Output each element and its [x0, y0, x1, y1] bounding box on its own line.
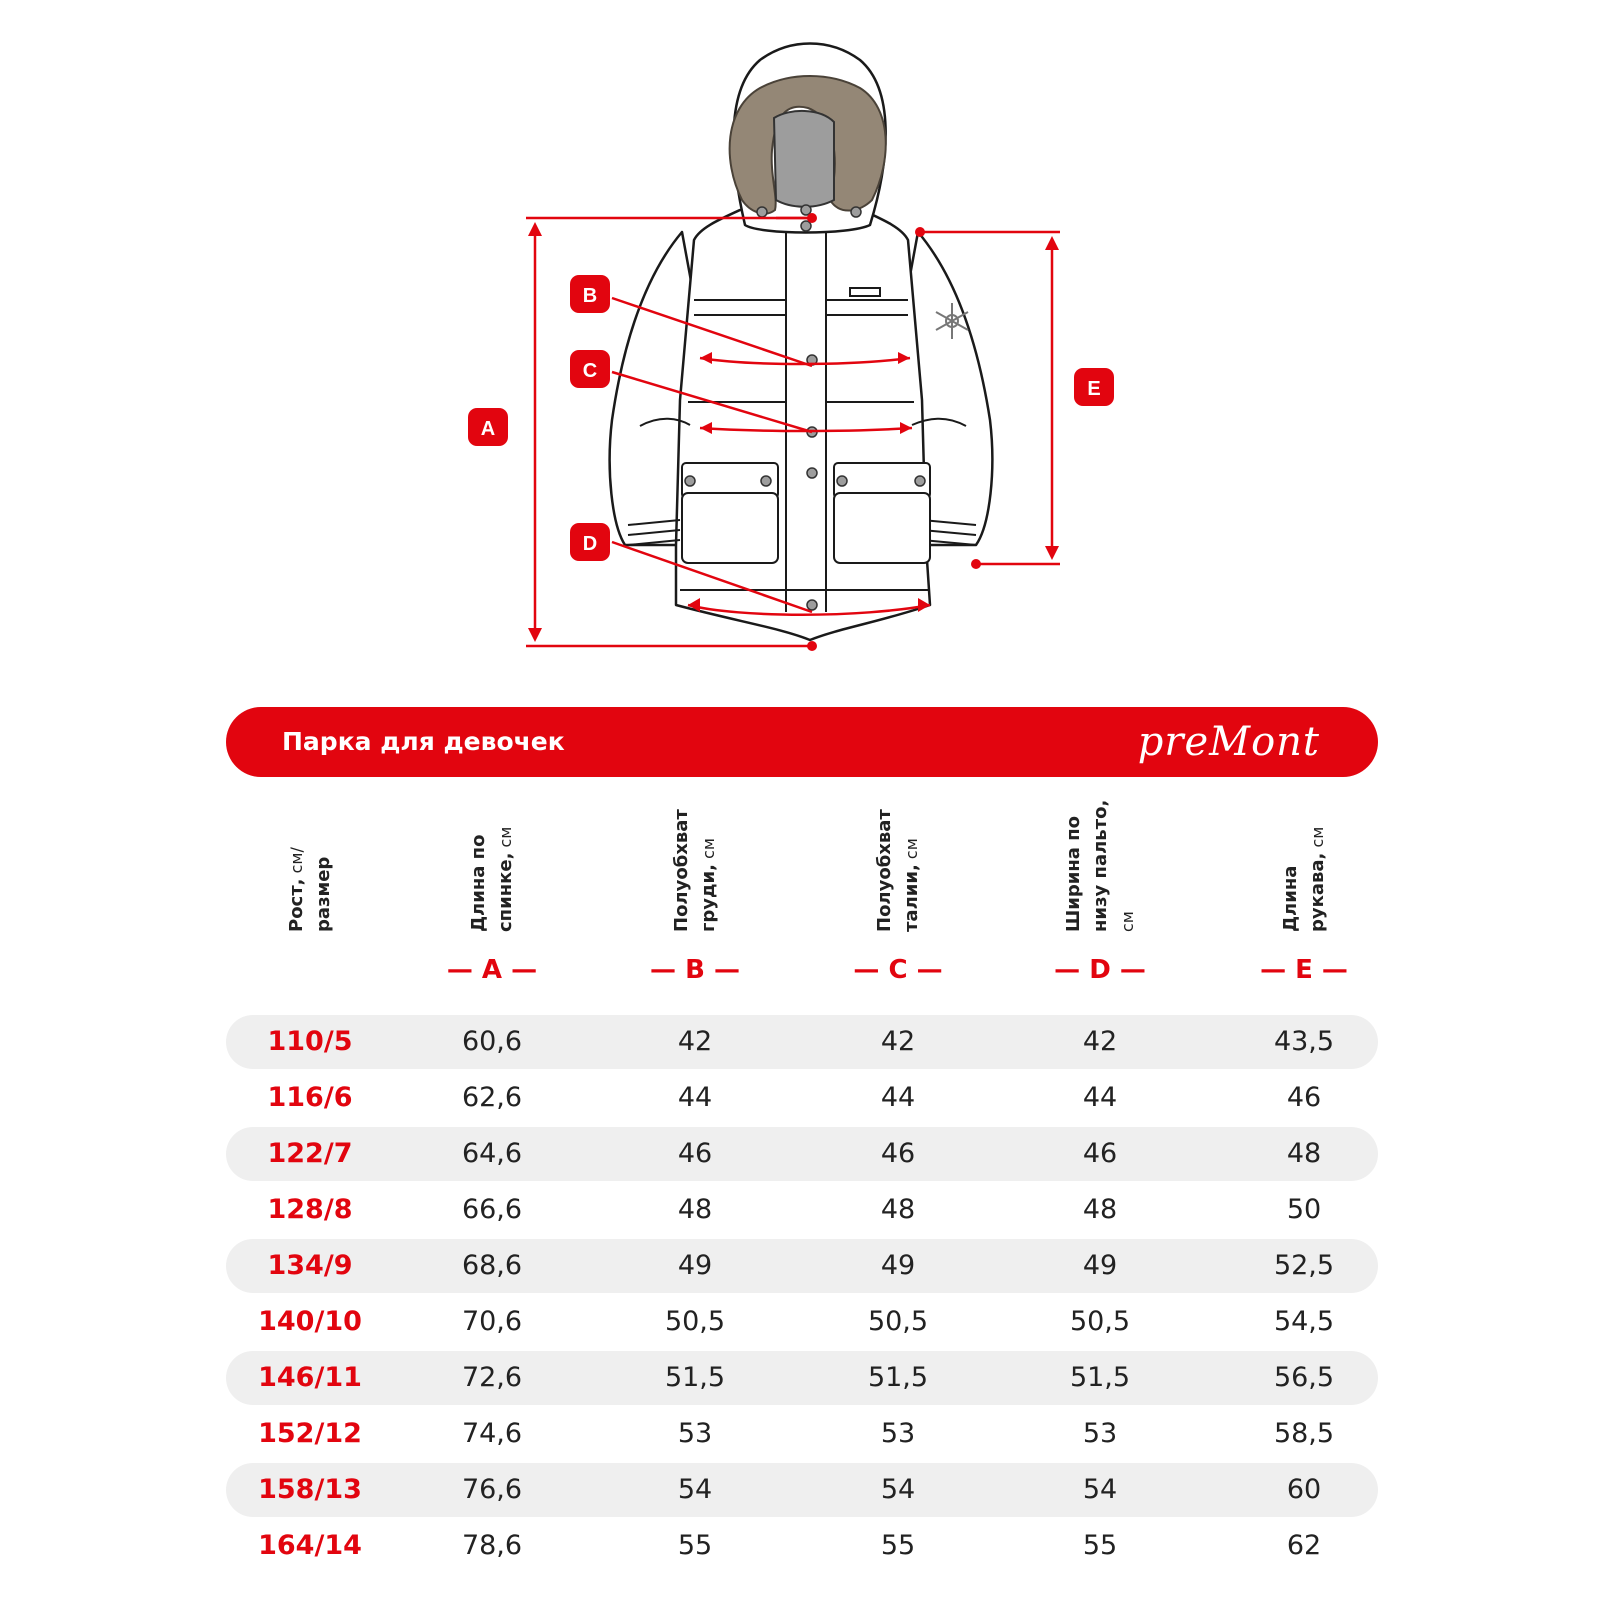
measurement-cell: 51,5	[867, 1362, 929, 1393]
measurement-cell: 50,5	[867, 1306, 929, 1337]
measurement-cell: 42	[1082, 1026, 1118, 1057]
measurement-cell: 50,5	[664, 1306, 726, 1337]
measurement-cell: 42	[677, 1026, 713, 1057]
measurement-cell: 55	[677, 1530, 713, 1561]
svg-text:D: D	[582, 533, 598, 555]
measurement-cell: 53	[677, 1418, 713, 1449]
badge-e	[1074, 368, 1114, 406]
measurement-cell: 56,5	[1273, 1362, 1335, 1393]
measurement-cell: 48	[880, 1194, 916, 1225]
badge-d	[570, 523, 610, 561]
column-header-5	[1204, 800, 1404, 940]
size-cell: 164/14	[258, 1530, 362, 1561]
measurement-cell: 49	[1082, 1250, 1118, 1281]
measurement-cell: 55	[1082, 1530, 1118, 1561]
title-banner	[226, 707, 1378, 777]
svg-text:C: C	[582, 360, 598, 382]
table-row	[226, 1127, 1378, 1181]
column-header-text: Длина по спинке, см	[468, 826, 516, 932]
brand-logo: preMont	[1137, 719, 1320, 765]
measurement-cell: 70,6	[461, 1306, 523, 1337]
column-header-2	[595, 800, 795, 940]
table-row	[226, 1519, 1378, 1573]
measurement-cell: 66,6	[461, 1194, 523, 1225]
size-cell: 116/6	[267, 1082, 353, 1113]
measurement-cell: 46	[880, 1138, 916, 1169]
column-header-3	[798, 800, 998, 940]
table-row	[226, 1071, 1378, 1125]
measurement-cell: 54	[880, 1474, 916, 1505]
badge-a	[468, 408, 508, 446]
measurement-cell: 51,5	[664, 1362, 726, 1393]
product-title: Парка для девочек	[282, 727, 565, 756]
column-header-text: Полуобхват груди, см	[671, 809, 719, 932]
measurement-cell: 78,6	[461, 1530, 523, 1561]
measurement-cell: 52,5	[1273, 1250, 1335, 1281]
size-cell: 146/11	[258, 1362, 362, 1393]
measurement-cell: 42	[880, 1026, 916, 1057]
column-letter: — B —	[650, 955, 740, 985]
measurement-cell: 74,6	[461, 1418, 523, 1449]
measurement-cell: 44	[880, 1082, 916, 1113]
table-row	[226, 1295, 1378, 1349]
column-letter: — C —	[853, 955, 943, 985]
column-header-text: Рост, см/ размер	[286, 847, 334, 932]
svg-text:E: E	[1087, 378, 1101, 400]
measurement-cell: 62,6	[461, 1082, 523, 1113]
size-cell: 110/5	[267, 1026, 353, 1057]
measurement-cell: 44	[1082, 1082, 1118, 1113]
measurement-cell: 43,5	[1273, 1026, 1335, 1057]
measurement-cell: 50	[1286, 1194, 1322, 1225]
column-letter: — D —	[1054, 955, 1146, 985]
measurement-cell: 62	[1286, 1530, 1322, 1561]
column-header-0	[210, 800, 410, 940]
measurement-cell: 46	[1082, 1138, 1118, 1169]
measurement-cell: 48	[1286, 1138, 1322, 1169]
measurement-cell: 68,6	[461, 1250, 523, 1281]
column-letter: — E —	[1260, 955, 1348, 985]
column-header-text: Длина рукава, см	[1280, 826, 1328, 932]
measurement-cell: 54,5	[1273, 1306, 1335, 1337]
column-header-4	[1000, 800, 1200, 940]
measurement-cell: 72,6	[461, 1362, 523, 1393]
size-cell: 134/9	[267, 1250, 353, 1281]
measurement-cell: 44	[677, 1082, 713, 1113]
measurement-cell: 46	[1286, 1082, 1322, 1113]
measurement-cell: 64,6	[461, 1138, 523, 1169]
size-cell: 140/10	[258, 1306, 362, 1337]
measurement-cell: 48	[1082, 1194, 1118, 1225]
measurement-cell: 51,5	[1069, 1362, 1131, 1393]
parka-measurement-diagram	[0, 0, 1600, 680]
measurement-cell: 60	[1286, 1474, 1322, 1505]
measurement-cell: 54	[1082, 1474, 1118, 1505]
column-letter: — A —	[446, 955, 538, 985]
measurement-cell: 53	[1082, 1418, 1118, 1449]
measurement-cell: 46	[677, 1138, 713, 1169]
measurement-cell: 58,5	[1273, 1418, 1335, 1449]
column-header-1	[392, 800, 592, 940]
measurement-cell: 49	[677, 1250, 713, 1281]
table-row	[226, 1239, 1378, 1293]
badge-b	[570, 275, 610, 313]
size-cell: 128/8	[267, 1194, 353, 1225]
table-row	[226, 1183, 1378, 1237]
badge-c	[570, 350, 610, 388]
measurement-cell: 60,6	[461, 1026, 523, 1057]
measurement-cell: 53	[880, 1418, 916, 1449]
svg-text:A: A	[480, 418, 496, 440]
measurement-cell: 55	[880, 1530, 916, 1561]
measurement-cell: 76,6	[461, 1474, 523, 1505]
measurement-cell: 49	[880, 1250, 916, 1281]
measurement-cell: 48	[677, 1194, 713, 1225]
table-row	[226, 1351, 1378, 1405]
table-row	[226, 1407, 1378, 1461]
measurement-cell: 54	[677, 1474, 713, 1505]
size-cell: 122/7	[267, 1138, 353, 1169]
measurement-cell: 50,5	[1069, 1306, 1131, 1337]
column-header-text: Ширина по низу пальто, см	[1062, 799, 1137, 932]
size-cell: 152/12	[258, 1418, 362, 1449]
svg-text:B: B	[582, 285, 598, 307]
column-header-text: Полуобхват талии, см	[874, 809, 922, 932]
table-row	[226, 1463, 1378, 1517]
size-cell: 158/13	[258, 1474, 362, 1505]
table-row	[226, 1015, 1378, 1069]
